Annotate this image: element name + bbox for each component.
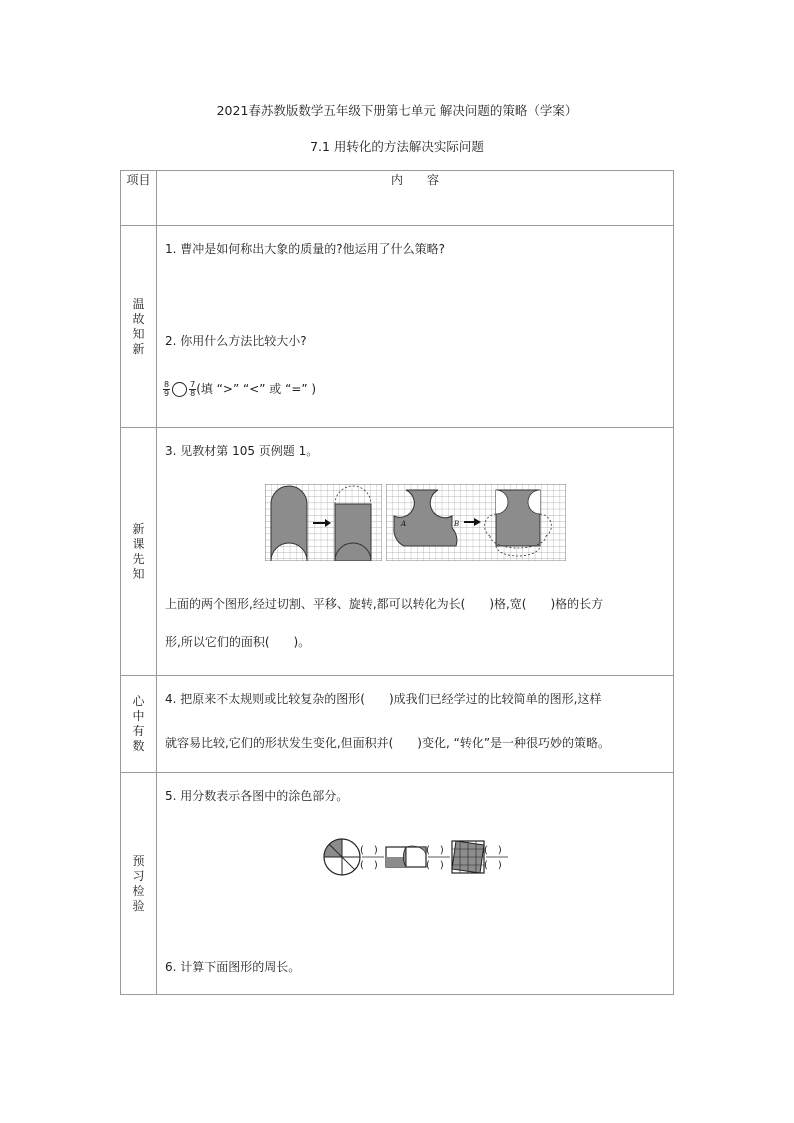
document-title: 2021春苏教版数学五年级下册第七单元 解决问题的策略（学案） — [216, 103, 578, 118]
row-content-key-points — [157, 676, 674, 773]
fill-text-line-1: 4. 把原来不太规则或比较复杂的图形( )成我们已经学过的比较简单的图形,这样 — [165, 692, 602, 706]
row-content-new-lesson — [157, 428, 674, 676]
row-content-preview-check — [157, 773, 674, 995]
svg-text:( ): ( ) — [360, 860, 378, 871]
svg-text:( ): ( ) — [426, 845, 444, 856]
fraction-b: $\frac{7}{8}$ — [190, 380, 196, 398]
row-label-text: 预习检验 — [132, 853, 145, 913]
row-label-review — [121, 226, 157, 428]
fraction-a: $\frac{8}{9}$ — [164, 380, 170, 398]
question-3: 3. 见教材第 105 页例题 1。 — [165, 444, 319, 458]
table-row — [121, 226, 674, 428]
header-label-cell: 项目 — [121, 171, 157, 226]
svg-text:( ): ( ) — [484, 845, 502, 856]
question-1: 1. 曹冲是如何称出大象的质量的?他运用了什么策略? — [165, 242, 446, 256]
question-5: 5. 用分数表示各图中的涂色部分。 — [165, 789, 349, 803]
point-b-label: B — [454, 520, 460, 528]
header-content-cell: 内 容 — [157, 171, 674, 226]
table-row — [121, 428, 674, 676]
row-label-text: 心中有数 — [132, 694, 145, 753]
worksheet-table — [120, 170, 674, 995]
fill-text-line-1: 上面的两个图形,经过切割、平移、旋转,都可以转化为长( )格,宽( )格的长方 — [165, 597, 604, 611]
table-row — [121, 773, 674, 995]
compare-circle-blank[interactable] — [172, 382, 187, 397]
question-6: 6. 计算下面图形的周长。 — [165, 960, 301, 974]
compare-hint: (填 “>” “<” 或 “=” ) — [196, 382, 317, 396]
row-label-text: 新课先知 — [132, 521, 145, 581]
table-header-row — [121, 171, 674, 226]
point-a-label: A — [401, 520, 407, 528]
fill-text-line-2: 形,所以它们的面积( )。 — [165, 635, 311, 649]
document-subtitle: 7.1 用转化的方法解决实际问题 — [310, 139, 484, 154]
grid-figure-1 — [265, 484, 382, 561]
fill-text-line-2: 就容易比较,它们的形状发生变化,但面积并( )变化, “转化”是一种很巧妙的策略。 — [165, 736, 611, 750]
compare-line — [163, 380, 316, 398]
fraction-shapes-figure — [322, 836, 512, 878]
svg-text:( ): ( ) — [484, 860, 502, 871]
svg-text:( ): ( ) — [360, 845, 378, 856]
row-label-text: 温故知新 — [132, 296, 145, 356]
question-2: 2. 你用什么方法比较大小? — [165, 334, 307, 348]
row-label-new-lesson — [121, 428, 157, 676]
row-label-key-points — [121, 676, 157, 773]
row-content-review — [157, 226, 674, 428]
svg-text:( ): ( ) — [426, 860, 444, 871]
row-label-preview-check — [121, 773, 157, 995]
grid-figure-2 — [386, 484, 566, 561]
table-row — [121, 676, 674, 773]
